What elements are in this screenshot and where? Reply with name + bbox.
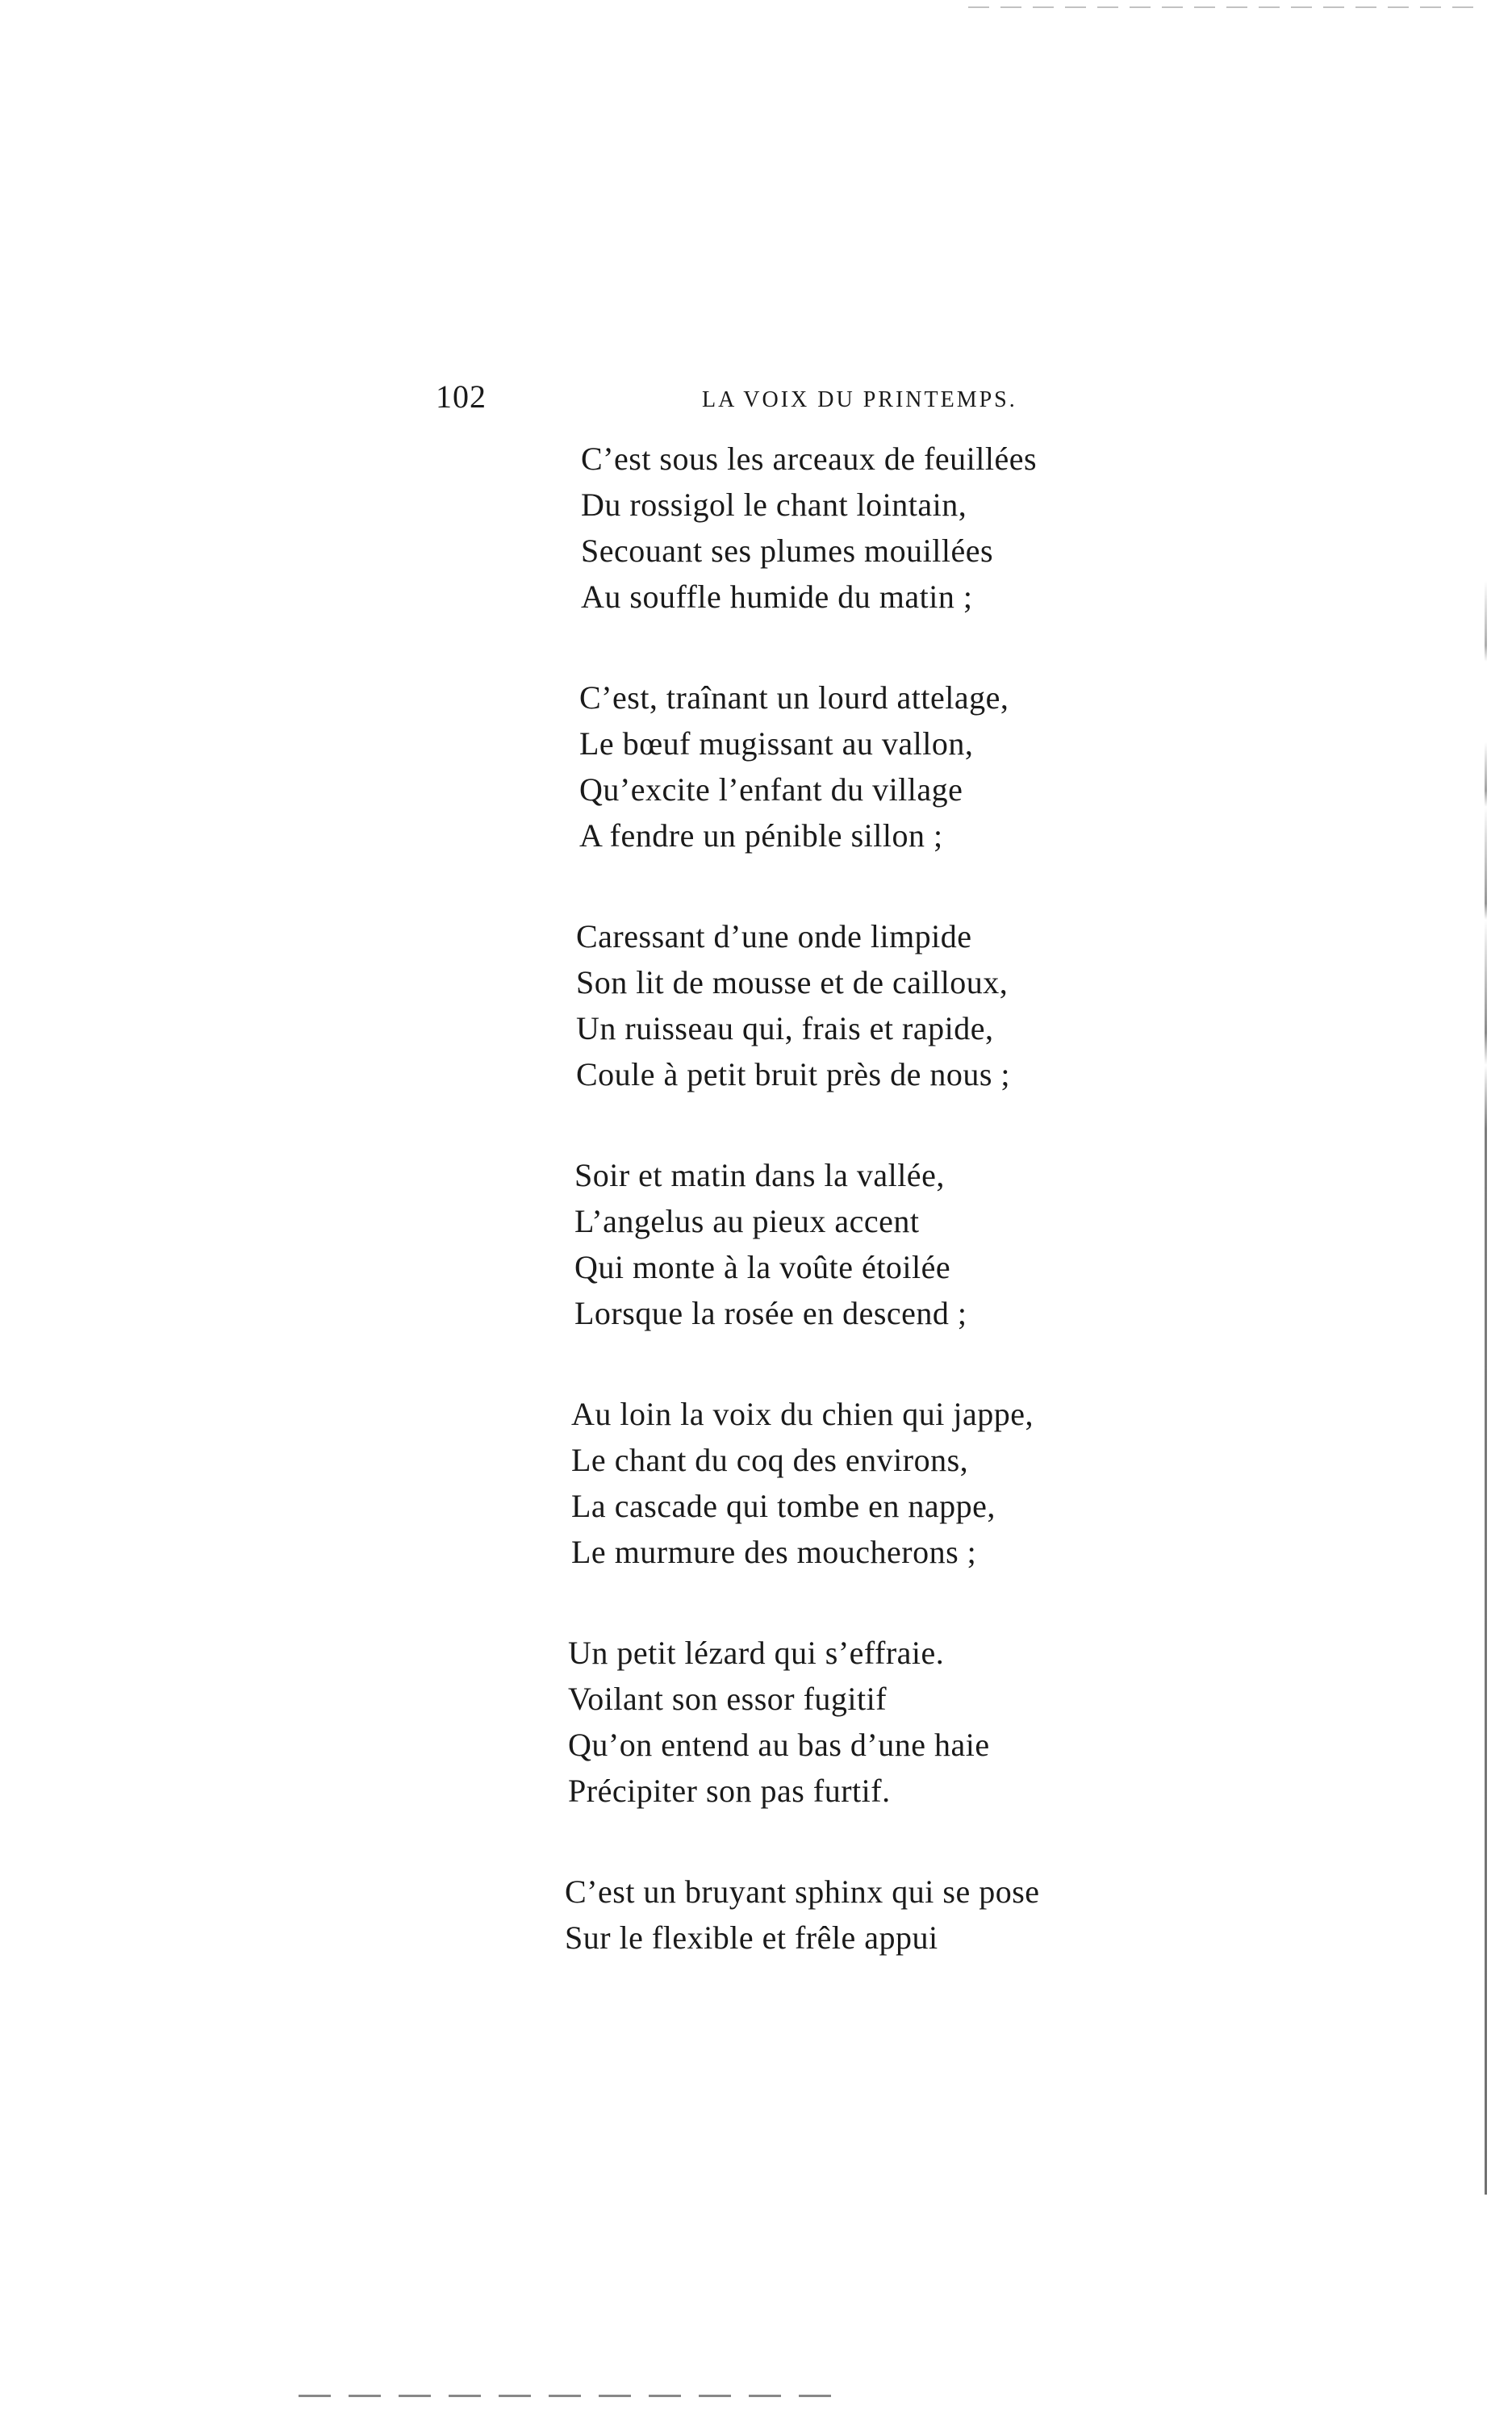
poem-line: Au loin la voix du chien qui jappe, [571,1396,1034,1432]
poem-line: Le murmure des moucherons ; [571,1534,977,1570]
stanza [574,675,1155,858]
poem-line: Au souffle humide du matin ; [581,578,973,615]
poem-line: Son lit de mousse et de cailloux, [576,964,1009,1000]
stanza [574,913,1155,1097]
stanza [574,436,1155,620]
poem-line: La cascade qui tombe en nappe, [571,1488,996,1524]
poem-line: Le chant du coq des environs, [571,1442,969,1478]
poem-line: Sur le flexible et frêle appui [565,1919,938,1956]
running-title: LA VOIX DU PRINTEMPS. [702,387,1017,412]
poem-line: A fendre un pénible sillon ; [579,817,943,854]
scan-artifact-bottom [299,2395,847,2397]
poem-line: Voilant son essor fugitif [568,1681,888,1717]
poem-line: Le bœuf mugissant au vallon, [579,725,974,762]
poem-line: Du rossigol le chant lointain, [581,487,967,523]
poem-line: C’est un bruyant sphinx qui se pose [565,1873,1040,1910]
poem-line: C’est sous les arceaux de feuillées [581,441,1038,477]
running-head [436,378,1081,426]
scan-artifact-top [968,6,1485,8]
poem-line: Qu’excite l’enfant du village [579,771,963,808]
poem-line: Qui monte à la voûte étoilée [574,1249,951,1285]
stanza [565,1869,1155,1961]
poem-line: C’est, traînant un lourd attelage, [579,679,1009,716]
poem-line: L’angelus au pieux accent [574,1203,920,1239]
poem-line: Caressant d’une onde limpide [576,918,972,954]
poem-line: Un ruisseau qui, frais et rapide, [576,1010,994,1046]
stanza [568,1630,1155,1814]
page-number: 102 [436,378,487,415]
poem-line: Soir et matin dans la vallée, [574,1157,945,1193]
poem [565,436,1155,2015]
poem-line: Lorsque la rosée en descend ; [574,1295,967,1331]
poem-line: Coule à petit bruit près de nous ; [576,1056,1011,1092]
poem-line: Un petit lézard qui s’effraie. [568,1635,945,1671]
stanza [574,1152,1155,1336]
poem-line: Qu’on entend au bas d’une haie [568,1727,990,1763]
poem-line: Secouant ses plumes mouillées [581,533,994,569]
poem-line: Précipiter son pas furtif. [568,1773,891,1809]
scan-artifact-edge-rule [1485,581,1487,2195]
stanza [571,1391,1155,1575]
